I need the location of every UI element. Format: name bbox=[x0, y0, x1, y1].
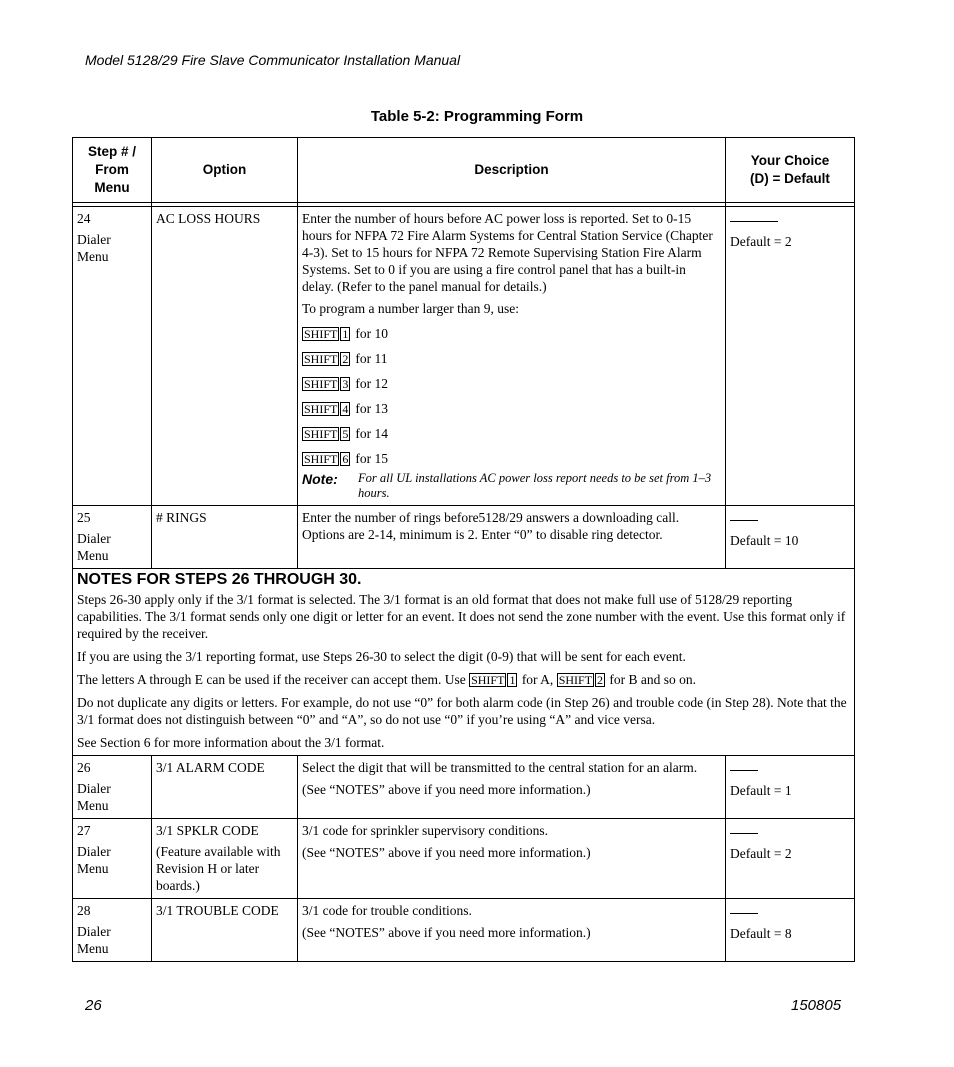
key-sequence: SHIFT 2 for 11 bbox=[304, 351, 388, 366]
shift-key: SHIFT bbox=[304, 427, 338, 441]
default-value: Default = 2 bbox=[730, 846, 792, 861]
header-description: Description bbox=[298, 138, 726, 203]
description-cell: 3/1 code for sprinkler supervisory conditions. (See “NOTES” above if you need more information.) bbox=[298, 819, 726, 899]
key-sequence: SHIFT 3 for 12 bbox=[304, 376, 388, 391]
step-cell: 24 Dialer Menu bbox=[73, 207, 152, 506]
shift-key: SHIFT bbox=[558, 673, 593, 687]
table-header-row bbox=[73, 138, 855, 203]
default-value: Default = 10 bbox=[730, 533, 799, 548]
step-cell: 28 Dialer Menu bbox=[73, 899, 152, 962]
number-key: 4 bbox=[342, 402, 349, 416]
note-label: Note: bbox=[302, 471, 338, 487]
note bbox=[302, 471, 721, 501]
choice-cell bbox=[726, 899, 855, 962]
choice-blank bbox=[730, 761, 758, 771]
notes-key-paragraph: The letters A through E can be used if the receiver can accept them. Use SHIFT 1 for A, SHIFT 2 for B and so on. bbox=[77, 672, 697, 687]
number-key: 6 bbox=[342, 452, 349, 466]
key-sequence: SHIFT 5 for 14 bbox=[304, 426, 388, 441]
table-row bbox=[73, 207, 855, 506]
notes-row bbox=[73, 569, 855, 756]
shift-key: SHIFT bbox=[304, 352, 338, 366]
shift-key: SHIFT bbox=[471, 673, 505, 687]
table-row bbox=[73, 506, 855, 569]
key-sequence: SHIFT 6 for 15 bbox=[304, 451, 388, 466]
shift-key: SHIFT bbox=[304, 327, 338, 341]
description-cell: Enter the number of rings before5128/29 answers a downloading call. Options are 2-14, minimum is 2. Enter “0” to disable ring detector. bbox=[298, 506, 726, 569]
key-sequence: SHIFT 1 for 10 bbox=[304, 326, 388, 341]
number-key: 2 bbox=[597, 673, 604, 687]
number-key: 5 bbox=[342, 427, 349, 441]
step-cell: 25 Dialer Menu bbox=[73, 506, 152, 569]
choice-cell bbox=[726, 207, 855, 506]
description-cell: 3/1 code for trouble conditions. (See “NOTES” above if you need more information.) bbox=[298, 899, 726, 962]
key-sequence: SHIFT 4 for 13 bbox=[304, 401, 388, 416]
header-choice: Your Choice (D) = Default bbox=[726, 138, 855, 203]
description-cell: Select the digit that will be transmitted to the central station for an alarm. (See “NOTES” above if you need more information.) bbox=[298, 756, 726, 819]
choice-blank bbox=[730, 511, 758, 521]
option-cell: 3/1 SPKLR CODE (Feature available with Revision H or later boards.) bbox=[152, 819, 298, 899]
table-row bbox=[73, 756, 855, 819]
option-cell: 3/1 ALARM CODE bbox=[152, 756, 298, 819]
choice-blank bbox=[730, 904, 758, 914]
choice-cell bbox=[726, 819, 855, 899]
document-number: 150805 bbox=[791, 997, 842, 1014]
number-key: 1 bbox=[342, 327, 349, 341]
shift-key: SHIFT bbox=[304, 402, 338, 416]
shift-key: SHIFT bbox=[304, 377, 338, 391]
choice-blank bbox=[730, 212, 778, 222]
default-value: Default = 2 bbox=[730, 234, 792, 249]
header-step: Step # / From Menu bbox=[73, 138, 152, 203]
header-option: Option bbox=[152, 138, 298, 203]
choice-cell bbox=[726, 506, 855, 569]
notes-cell: NOTES FOR STEPS 26 THROUGH 30. Steps 26-30 apply only if the 3/1 format is selected. The 3/1 format is an old format that does not make full use of 5128/29 reporting capabilities. The 3/1 format sends only one digit or letter for an event. It does not send the zone number with the event. Use this format only if required by the receiver. If you are using the 3/1 reporting format, use Steps 26-30 to select the digit (0-9) that will be sent for each event. The letters A through E can be used if the receiver can accept them. Use SHIFT 1 for A, SHIFT 2 for B and so on. Do not duplicate any digits or letters. For example, do not use “0” for both alarm code (in Step 26) and trouble code (in Step 28). Note that the 3/1 format does not distinguish between “0” and “A”, so do not use “0” if you’re using “A” and vice versa. See Section 6 for more information about the 3/1 format. bbox=[73, 569, 855, 756]
step-cell: 27 Dialer Menu bbox=[73, 819, 152, 899]
choice-cell bbox=[726, 756, 855, 819]
table-row bbox=[73, 899, 855, 962]
default-value: Default = 1 bbox=[730, 783, 792, 798]
page-number: 26 bbox=[85, 997, 102, 1014]
choice-blank bbox=[730, 824, 758, 834]
option-cell: 3/1 TROUBLE CODE bbox=[152, 899, 298, 962]
notes-title: NOTES FOR STEPS 26 THROUGH 30. bbox=[77, 571, 362, 588]
number-key: 2 bbox=[342, 352, 349, 366]
running-header: Model 5128/29 Fire Slave Communicator Installation Manual bbox=[85, 52, 461, 68]
shift-key: SHIFT bbox=[304, 452, 338, 466]
note-text: For all UL installations AC power loss report needs to be set from 1–3 hours. bbox=[358, 471, 712, 500]
programming-form-table bbox=[72, 137, 855, 962]
option-cell: AC LOSS HOURS bbox=[152, 207, 298, 506]
default-value: Default = 8 bbox=[730, 926, 792, 941]
table-row bbox=[73, 819, 855, 899]
description-cell: Enter the number of hours before AC power loss is reported. Set to 0-15 hours for NFPA 72 Fire Alarm Systems for Central Station Service (Chapter 4-3). Set to 15 hours for NFPA 72 Remote Supervising Station Fire Alarm Systems. Set to 0 if you are using a fire control panel that has a built-in delay. (Refer to the panel manual for details.) To program a number larger than 9, use: SHIFT 1 for 10 SHIFT 2 for 11 SHIFT 3 for 12 SHIFT 4 for 13 SHIFT 5 for 14 SHIFT 6 for 15 Note: For all UL installations AC power loss report needs to be set from 1–3 hours. bbox=[298, 207, 726, 506]
table-caption: Table 5-2: Programming Form bbox=[370, 108, 584, 125]
number-key: 3 bbox=[342, 377, 349, 391]
step-cell: 26 Dialer Menu bbox=[73, 756, 152, 819]
number-key: 1 bbox=[509, 673, 516, 687]
option-cell: # RINGS bbox=[152, 506, 298, 569]
